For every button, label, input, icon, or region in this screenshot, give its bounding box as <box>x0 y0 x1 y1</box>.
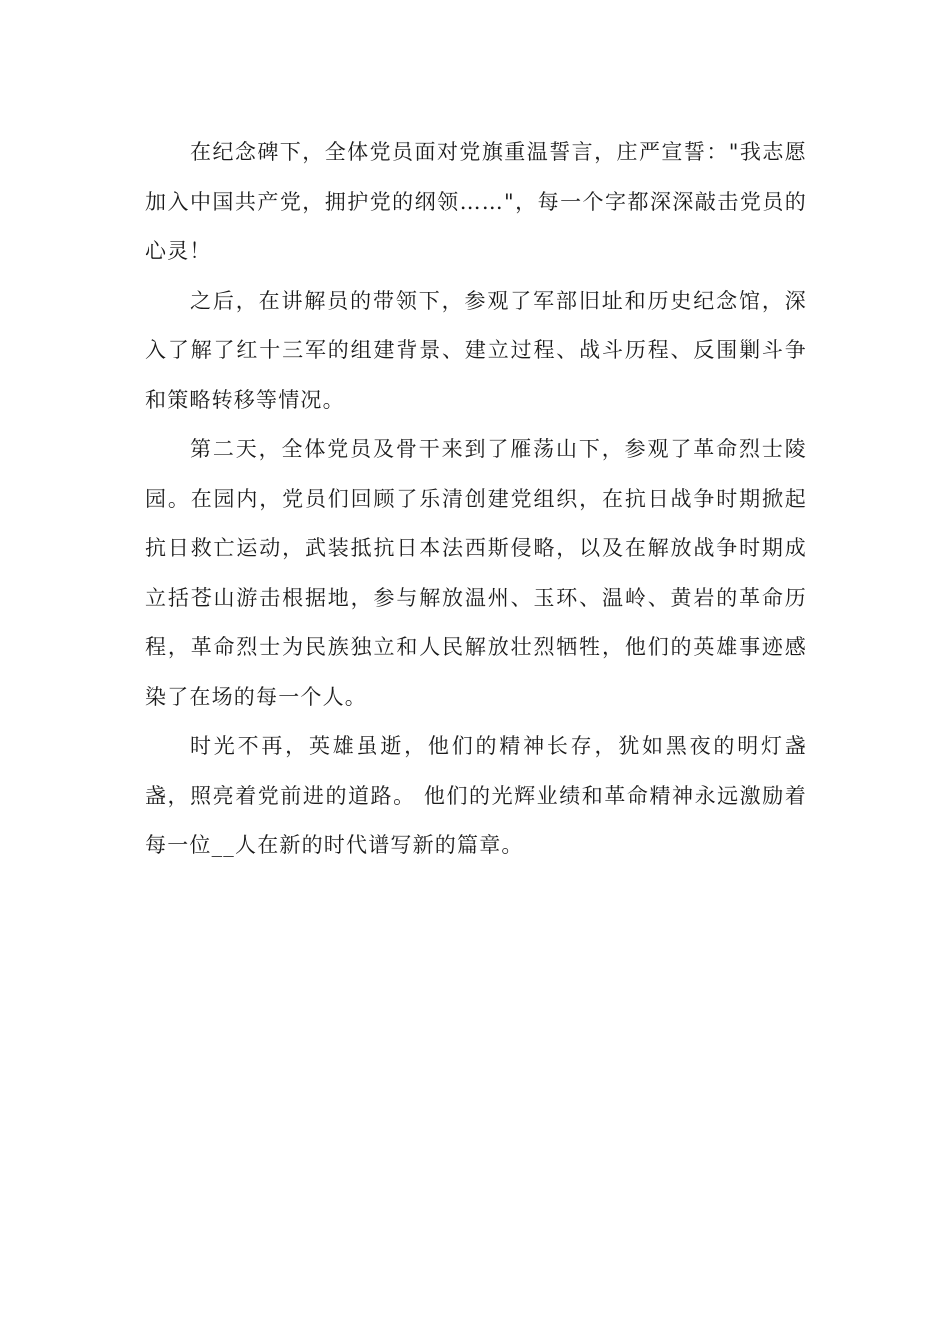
paragraph-oath: 在纪念碑下，全体党员面对党旗重温誓言，庄严宣誓："我志愿加入中国共产党，拥护党的纲领……"，每一个字都深深敲击党员的心灵！ <box>145 140 807 263</box>
document-body <box>145 128 807 871</box>
paragraph-cemetery-visit: 第二天，全体党员及骨干来到了雁荡山下，参观了革命烈士陵园。在园内，党员们回顾了乐清创建党组织，在抗日战争时期掀起抗日救亡运动，武装抵抗日本法西斯侵略，以及在解放战争时期成立括苍山游击根据地，参与解放温州、玉环、温岭、黄岩的革命历程，革命烈士为民族独立和人民解放壮烈牺牲，他们的英雄事迹感染了在场的每一个人。 <box>145 437 807 709</box>
paragraph-conclusion: 时光不再，英雄虽逝，他们的精神长存，犹如黑夜的明灯盏盏，照亮着党前进的道路。 他们的光辉业绩和革命精神永远激励着每一位__人在新的时代谱写新的篇章。 <box>145 734 807 857</box>
paragraph-museum-visit: 之后，在讲解员的带领下，参观了军部旧址和历史纪念馆，深入了解了红十三军的组建背景、建立过程、战斗历程、反围剿斗争和策略转移等情况。 <box>145 288 807 412</box>
